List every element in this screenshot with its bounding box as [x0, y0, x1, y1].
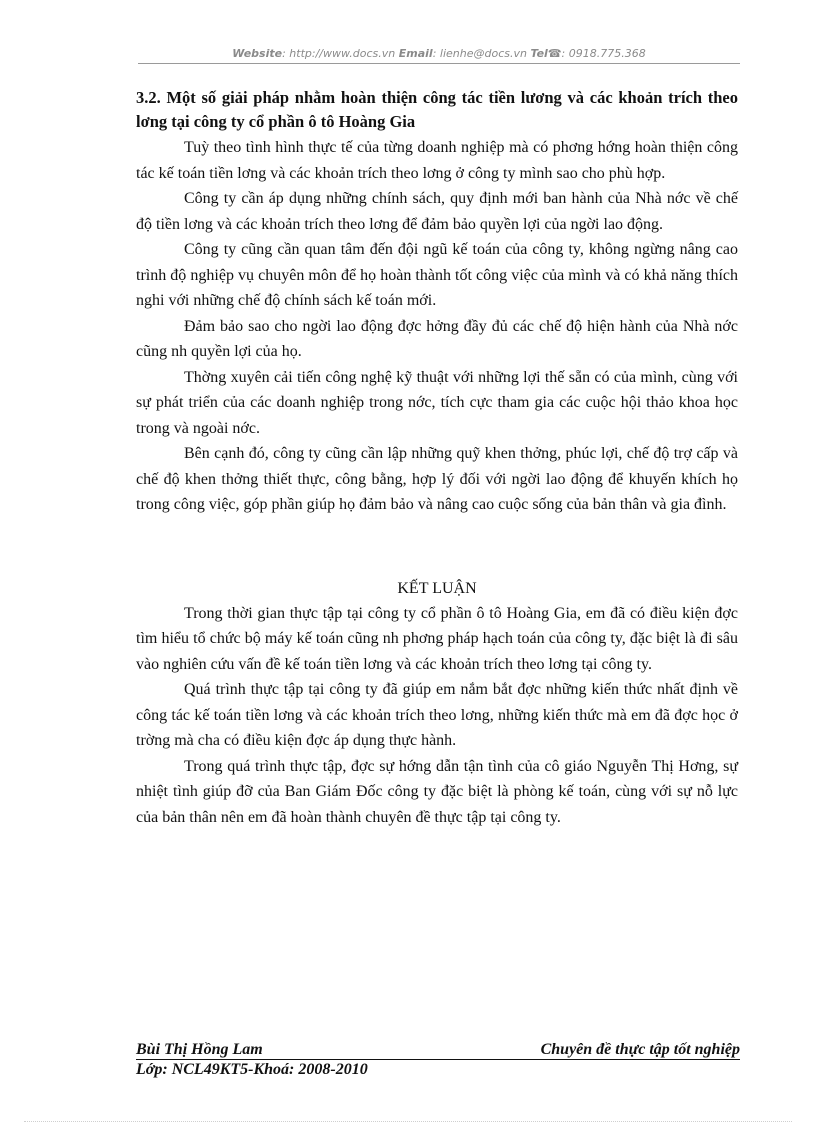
email-value: : lienhe@docs.vn: [432, 47, 527, 60]
footer-class-info: Lớp: NCL49KT5-Khoá: 2008-2010: [136, 1061, 368, 1078]
tel-value: ☎: 0918.775.368: [547, 47, 646, 60]
footer-author: Bùi Thị Hồng Lam: [136, 1041, 263, 1058]
section-heading: 3.2. Một số giải pháp nhằm hoàn thiện công tác tiền lương và các khoản trích theo lơng tại công ty cổ phần ô tô Hoàng Gia: [136, 88, 738, 131]
tel-label: Tel: [530, 47, 548, 60]
website-value: : http://www.docs.vn: [282, 47, 396, 60]
page-bottom-divider: [24, 1121, 792, 1122]
section-paragraph: Công ty cũng cần quan tâm đến đội ngũ kế toán của công ty, không ngừng nâng cao trình độ nghiệp vụ chuyên môn để họ hoàn thành tốt công việc của mình và có khả năng thích nghi với những chế độ chính sách kế toán mới.: [136, 241, 738, 309]
section-paragraph: Công ty cần áp dụng những chính sách, quy định mới ban hành của Nhà nớc về chế độ tiền lơng và các khoản trích theo lơng để đảm bảo quyền lợi của ngời lao động.: [136, 190, 738, 233]
conclusion-paragraph: Trong thời gian thực tập tại công ty cổ phần ô tô Hoàng Gia, em đã có điều kiện đợc tìm hiểu tổ chức bộ máy kế toán cũng nh phơng pháp hạch toán của công ty, đặc biệt là đi sâu vào nghiên cứu vấn đề kế toán tiền lơng và các khoản trích theo lơng tại công ty.: [136, 604, 738, 673]
email-label: Email: [398, 47, 433, 60]
section-paragraph: Thờng xuyên cải tiến công nghệ kỹ thuật với những lợi thế sẵn có của mình, cùng với sự phát triển của các doanh nghiệp trong nớc, tích cực tham gia các cuộc hội thảo khoa học trong và ngoài nớc.: [136, 368, 738, 437]
footer-report-title: Chuyên đề thực tập tốt nghiệp: [540, 1041, 740, 1058]
page-header: [138, 47, 740, 64]
section-paragraph: Tuỳ theo tình hình thực tế của từng doanh nghiệp mà có phơng hớng hoàn thiện công tác kế toán tiền lơng và các khoản trích theo lơng ở công ty mình sao cho phù hợp.: [136, 139, 738, 182]
conclusion-paragraph: Trong quá trình thực tập, đợc sự hớng dẫn tận tình của cô giáo Nguyễn Thị Hơng, sự nhiệt tình giúp đỡ của Ban Giám Đốc công ty đặc biệt là phòng kế toán, cùng với sự nỗ lực của bản thân nên em đã hoàn thành chuyên đề thực tập tại công ty.: [136, 757, 738, 826]
page-body: [136, 86, 738, 830]
conclusion-title: KẾT LUẬN: [397, 579, 477, 597]
conclusion-paragraph: Quá trình thực tập tại công ty đã giúp em nắm bắt đợc những kiến thức nhất định về công tác kế toán tiền lơng và các khoản trích theo lơng, những kiến thức mà em đã đợc học ở trờng mà cha có điều kiện đợc áp dụng thực hành.: [136, 681, 738, 749]
section-paragraph: Đảm bảo sao cho ngời lao động đợc hởng đầy đủ các chế độ hiện hành của Nhà nớc cũng nh quyền lợi của họ.: [136, 317, 738, 360]
section-paragraph: Bên cạnh đó, công ty cũng cần lập những quỹ khen thởng, phúc lợi, chế độ trợ cấp và chế độ khen thởng thiết thực, công bằng, hợp lý đối với ngời lao động để khuyến khích họ trong công việc, góp phần giúp họ đảm bảo và nâng cao cuộc sống của bản thân và gia đình.: [136, 445, 738, 513]
page-footer: [136, 1040, 740, 1080]
website-label: Website: [232, 47, 283, 60]
